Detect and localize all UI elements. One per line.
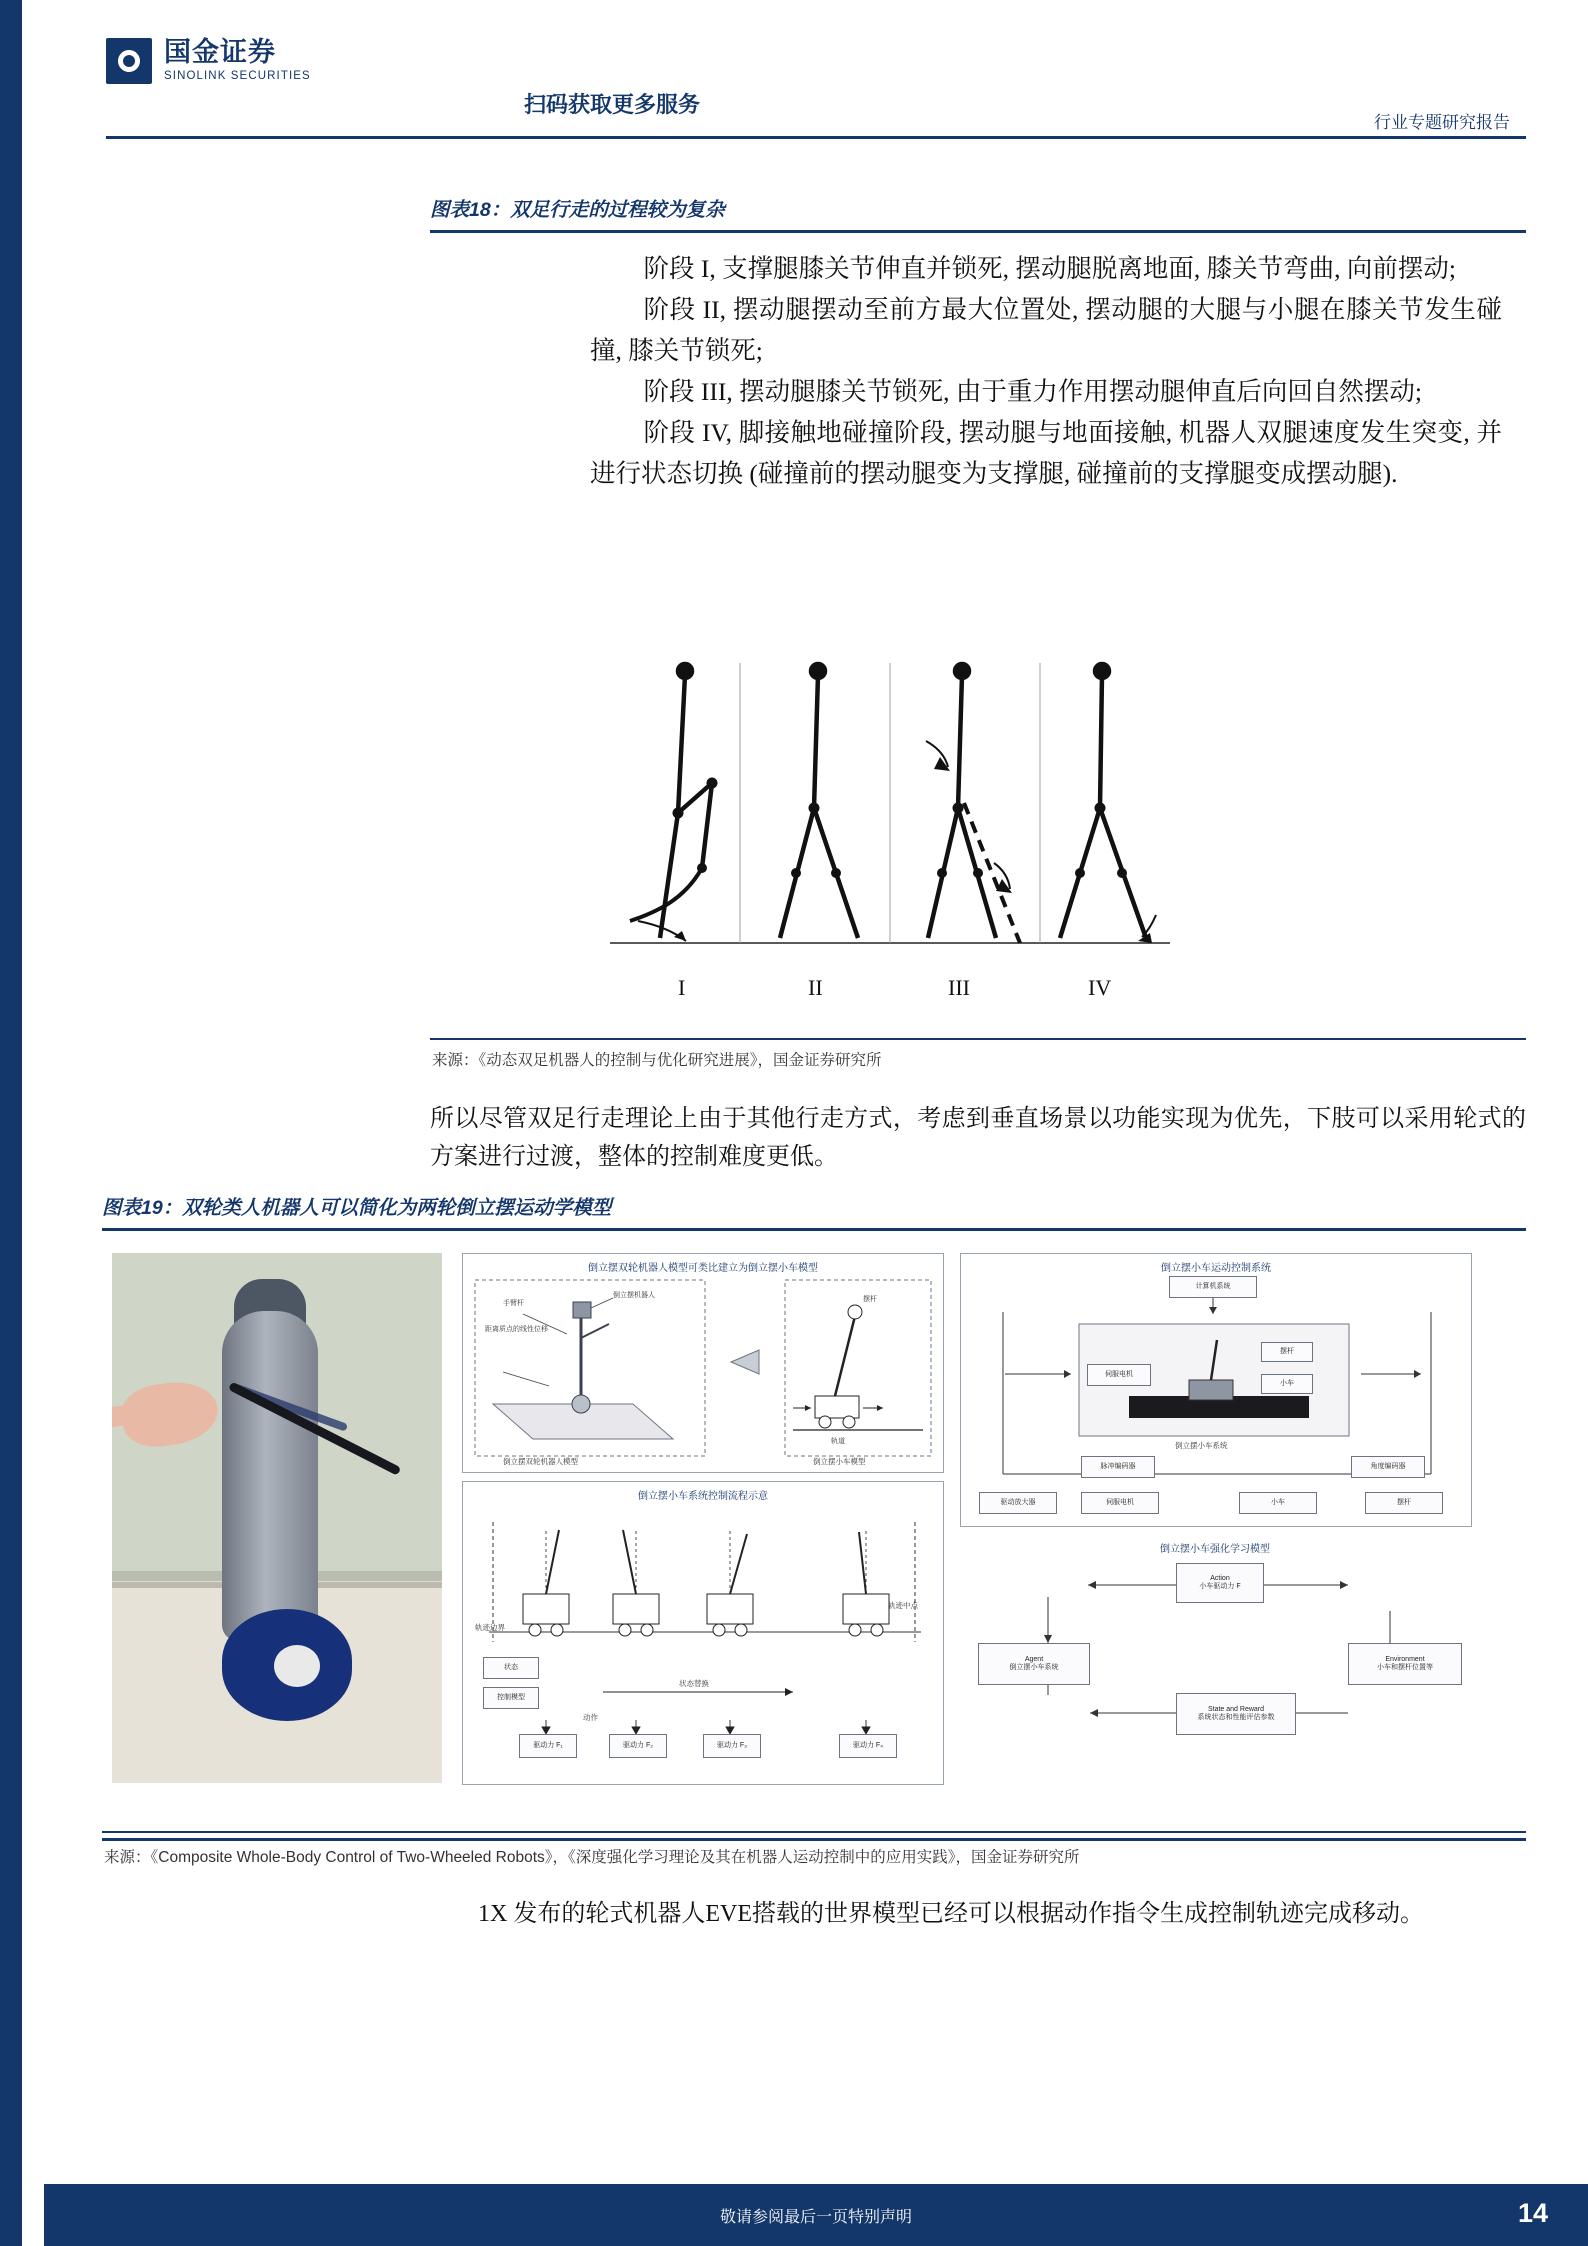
panel1-label-left: 倒立摆双轮机器人模型 — [503, 1457, 578, 1466]
robot-wheel — [222, 1609, 352, 1721]
human-hand — [118, 1377, 222, 1452]
logo-name-cn: 国金证券 — [164, 37, 276, 68]
figure19-bottom-rule — [102, 1838, 1526, 1841]
figure18-paragraph-4: 阶段 IV, 脚接触地碰撞阶段, 摆动腿与地面接触, 机器人双腿速度发生突变, 并进行状态切换 (碰撞前的摆动腿变为支撑腿, 碰撞前的支撑腿变成摆动腿). — [590, 418, 1502, 488]
panel1-tag-pole: 摆杆 — [863, 1296, 877, 1303]
page-number: 14 — [1517, 2198, 1548, 2228]
figure18-source: 来源：《动态双足机器人的控制与优化研究进展》，国金证券研究所 — [432, 1052, 882, 1069]
closing-paragraph: 1X 发布的轮式机器人EVE搭载的世界模型已经可以根据动作指令生成控制轨迹完成移动。 — [478, 1901, 1424, 1927]
panel4-environment-box — [1348, 1643, 1462, 1685]
robot-photo — [112, 1253, 442, 1783]
stage-label-2: II — [808, 975, 823, 1000]
panel1-title: 倒立摆双轮机器人模型可类比建立为倒立摆小车模型 — [588, 1263, 818, 1274]
panel3-label-system: 倒立摆小车系统 — [1175, 1441, 1228, 1450]
gait-stage-labels — [590, 975, 1190, 1007]
body-paragraph-text: 所以尽管双足行走理论上由于其他行走方式，考虑到垂直场景以功能实现为优先，下肢可以采用轮式的方案进行过渡，整体的控制难度更低。 — [430, 1106, 1526, 1170]
panel1-label-right: 倒立摆小车模型 — [813, 1457, 866, 1466]
figure18-body — [430, 233, 1526, 1040]
stage-label-3: III — [948, 975, 970, 1000]
logo-name-en: SINOLINK SECURITIES — [164, 70, 311, 83]
panel-control-flow — [462, 1481, 944, 1785]
header-center-text: 扫码获取更多服务 — [524, 92, 701, 117]
panel2-label-action: 动作 — [583, 1713, 598, 1722]
panel2-label-boundary: 轨迹边界 — [475, 1623, 505, 1632]
panel3-node-computer: 计算机系统 — [1169, 1276, 1257, 1298]
panel2-force-box-4: 驱动力 F₄ — [839, 1734, 897, 1758]
panel1-tag-arm: 手臂杆 — [503, 1300, 524, 1307]
panel2-title: 倒立摆小车系统控制流程示意 — [638, 1491, 768, 1502]
panel3-node-pulse-encoder: 脉冲编码器 — [1081, 1456, 1155, 1478]
panel4-agent-box — [978, 1643, 1090, 1685]
panel2-force-box-2: 驱动力 F₂ — [609, 1734, 667, 1758]
figure19-source: 来源：《Composite Whole-Body Control of Two-Wheeled Robots》，《深度强化学习理论及其在机器人运动控制中的应用实践》，国金证券研究所 — [104, 1849, 1080, 1866]
panel3-node-servo: 伺服电机 — [1087, 1364, 1151, 1386]
stage-label-1: I — [678, 975, 686, 1000]
panel2-label-state-switch: 状态替换 — [679, 1679, 709, 1688]
panel2-force-box-1: 驱动力 F₁ — [519, 1734, 577, 1758]
panel4-title: 倒立摆小车强化学习模型 — [1160, 1544, 1270, 1555]
panel4-action-box — [1176, 1563, 1264, 1603]
panel3-node-pole: 摆杆 — [1261, 1342, 1313, 1362]
figure19-body — [102, 1231, 1526, 1833]
panel3-node-angle-encoder: 角度编码器 — [1351, 1456, 1425, 1478]
body-paragraph — [430, 1100, 1526, 1176]
panel1-tag-track: 轨道 — [831, 1438, 845, 1445]
company-logo — [106, 38, 311, 84]
figure18-paragraph-1: 阶段 I, 支撑腿膝关节伸直并锁死, 摆动腿脱离地面, 膝关节弯曲, 向前摆动; — [643, 254, 1457, 283]
panel4-state-title: State and Reward — [1207, 1705, 1265, 1713]
panel3-node-pole2: 摆杆 — [1365, 1492, 1443, 1514]
page-footer — [44, 2184, 1588, 2246]
figure19-title: 图表19：双轮类人机器人可以简化为两轮倒立摆运动学模型 — [102, 1197, 612, 1219]
gait-diagram-svg — [590, 653, 1190, 973]
panel1-tag-robot: 倒立摆机器人 — [613, 1292, 655, 1299]
panel3-node-driver: 驱动放大器 — [979, 1492, 1057, 1514]
stage-label-4: IV — [1088, 975, 1112, 1000]
panel1-tag-linear: 距离质点的线性位移 — [485, 1326, 548, 1333]
footer-disclaimer: 敬请参阅最后一页特别声明 — [719, 2209, 912, 2226]
panel-motion-control-system — [960, 1253, 1472, 1527]
gait-stick-figure-diagram — [590, 653, 1190, 973]
panel4-action-title: Action — [1210, 1574, 1230, 1582]
figure18-paragraphs — [590, 248, 1502, 494]
panel2-force-box-3: 驱动力 F₃ — [703, 1734, 761, 1758]
panel4-agent-title: Agent — [1024, 1655, 1044, 1663]
panel-rl-model — [960, 1535, 1470, 1783]
panel4-state-reward-box — [1176, 1693, 1296, 1735]
panel4-env-sub: 小车和摆杆位置等 — [1377, 1664, 1433, 1671]
panel2-model-box: 控制模型 — [483, 1687, 539, 1709]
panel4-state-sub: 系统状态和性能评估参数 — [1197, 1714, 1275, 1721]
panel3-node-cart2: 小车 — [1239, 1492, 1317, 1514]
figure18-paragraph-3: 阶段 III, 摆动腿膝关节锁死, 由于重力作用摆动腿伸直后向回自然摆动; — [643, 377, 1422, 406]
robot-torso — [222, 1311, 318, 1641]
panel4-agent-sub: 倒立摆小车系统 — [1009, 1664, 1059, 1671]
panel2-label-midpoint: 轨迹中点 — [888, 1601, 918, 1610]
panel-model-analogy — [462, 1253, 944, 1473]
page-header — [44, 0, 1588, 132]
panel3-node-cart: 小车 — [1261, 1374, 1313, 1394]
panel3-title: 倒立摆小车运动控制系统 — [1161, 1263, 1271, 1274]
figure18-paragraph-2: 阶段 II, 摆动腿摆动至前方最大位置处, 摆动腿的大腿与小腿在膝关节发生碰撞, 膝关节锁死; — [590, 295, 1502, 365]
panel1-svg — [463, 1254, 943, 1472]
panel4-action-sub: 小车驱动力 F — [1199, 1583, 1241, 1590]
panel3-node-servo2: 伺服电机 — [1081, 1492, 1159, 1514]
panel2-state-box: 状态 — [483, 1657, 539, 1679]
logo-text — [164, 39, 311, 83]
header-report-type: 行业专题研究报告 — [1374, 113, 1510, 132]
figure18-title: 图表18：双足行走的过程较为复杂 — [430, 199, 725, 221]
logo-mark-icon — [106, 38, 152, 84]
header-divider — [106, 136, 1526, 139]
panel4-env-title: Environment — [1385, 1655, 1425, 1663]
